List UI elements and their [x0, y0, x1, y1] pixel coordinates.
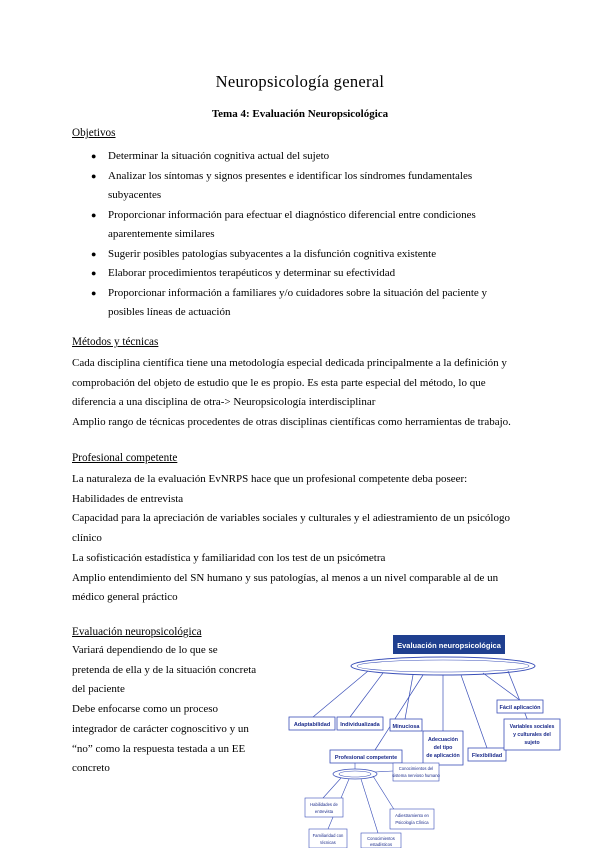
text-line: “no” como la respuesta testada a un EE: [72, 742, 246, 755]
text-line: Amplio entendimiento del SN humano y sus patologías, al menos a un nivel comparable al de un: [72, 571, 499, 584]
section-heading-profesional: Profesional competente: [72, 452, 178, 464]
bullet-icon: ●: [91, 287, 97, 298]
node-adiestramiento: [390, 809, 434, 829]
node-adecuacion-line: del tipo: [433, 745, 453, 751]
node-habilidades-line: entrevista: [314, 809, 334, 814]
text-line: pretenda de ella y de la situación concreta: [72, 663, 257, 676]
node-variables-line: y culturales del: [513, 732, 551, 738]
page-title: Neuropsicología general: [215, 72, 385, 91]
section-heading-metodos: Métodos y técnicas: [72, 336, 159, 348]
node-adecuacion-line: de aplicación: [426, 753, 460, 759]
text-line: concreto: [72, 762, 110, 775]
section-heading-evaluacion: Evaluación neuropsicológica: [72, 626, 202, 638]
text-line: Amplio rango de técnicas procedentes de otras disciplinas científicas como herramientas de trabajo.: [72, 416, 511, 429]
node-conocimientos-sn-line: Conocimientos del: [398, 766, 434, 771]
diagram-connectors: [313, 671, 528, 750]
evaluacion-paragraph: [72, 641, 268, 779]
objetivos-list: [72, 147, 512, 323]
node-adaptabilidad-label: Adaptabilidad: [293, 722, 331, 728]
node-conocimientos-est-line: Conocimientos: [367, 836, 395, 841]
concept-diagram: [283, 633, 573, 848]
text-line: diferencia a una disciplina de otra-> Neuropsicología interdisciplinar: [72, 396, 376, 409]
text-line: Capacidad para la apreciación de variables sociales y culturales y el adiestramiento de un psicólogo: [72, 512, 510, 525]
bullet-icon: ●: [91, 209, 97, 220]
text-line: médico general práctico: [72, 591, 178, 604]
node-minuciosa-label: Minuciosa: [392, 724, 420, 730]
list-item: ● Sugerir posibles patologías subyacentes a la disfunción cognitiva existente: [72, 245, 512, 265]
bullet-icon: ●: [91, 151, 97, 161]
node-conocimientos-sn-line: sistema nervioso humano: [392, 773, 440, 778]
bullet-icon: ●: [91, 170, 97, 181]
node-facil-label: Fácil aplicación: [499, 705, 541, 711]
diagram-ellipse-small: [333, 769, 377, 779]
diagram-ellipse-small-inner: [339, 771, 371, 777]
metodos-paragraph: [72, 354, 532, 433]
node-familiaridad: [309, 829, 347, 848]
text-line: Cada disciplina científica tiene una metodología especial dedicada principalmente a la definición y: [72, 357, 507, 369]
node-individualizada-label: Individualizada: [340, 722, 380, 728]
text-line: clínico: [72, 532, 102, 545]
text-line: del paciente: [72, 683, 125, 696]
node-conocimientos-est-line: estadísticos: [369, 842, 393, 847]
node-flexibilidad-label: Flexibilidad: [471, 753, 503, 759]
node-familiaridad-line: técnicas: [320, 840, 336, 845]
bullet-icon: ●: [91, 248, 97, 259]
list-item: ● Determinar la situación cognitiva actual del sujeto: [72, 147, 512, 167]
list-item: ● Proporcionar información para efectuar el diagnóstico diferencial entre condiciones aparentemente similares: [72, 206, 512, 245]
text-line: integrador de carácter cognoscitivo y un: [72, 722, 249, 735]
node-variables-line: Variables sociales: [509, 724, 555, 730]
text-line: La sofisticación estadística y familiaridad con los test de un psicómetra: [72, 551, 386, 564]
page-subtitle: Tema 4: Evaluación Neuropsicológica: [211, 108, 389, 120]
text-line: comprobación del objeto de estudio que le es propio. Es esta parte especial del método, lo que: [72, 376, 486, 389]
text-line: Habilidades de entrevista: [72, 492, 184, 505]
text-line: La naturaleza de la evaluación EvNRPS hace que un profesional competente deba poseer:: [72, 473, 468, 485]
diagram-ellipse-inner: [357, 660, 529, 672]
bullet-icon: ●: [91, 268, 97, 278]
node-adecuacion-line: Adecuación: [427, 737, 459, 743]
profesional-paragraph: [72, 470, 532, 608]
node-variables-line: sujeto: [524, 740, 540, 746]
node-adiestramiento-line: Adiestramiento en: [395, 813, 429, 818]
text-line: Debe enfocarse como un proceso: [72, 703, 218, 716]
section-heading-objetivos: Objetivos: [72, 127, 116, 139]
node-adiestramiento-line: Psicología Clínica: [395, 820, 429, 825]
node-habilidades: [305, 798, 343, 817]
list-item: ● Elaborar procedimientos terapéuticos y determinar su efectividad: [72, 264, 512, 284]
node-habilidades-line: Habilidades de: [310, 802, 338, 807]
list-item: ● Analizar los síntomas y signos presentes e identificar los síndromes fundamentales subyacentes: [72, 167, 512, 206]
diagram-header-text: Evaluación neuropsicológica: [397, 641, 501, 650]
text-line: Variará dependiendo de lo que se: [72, 644, 218, 656]
node-profesional-label: Profesional competente: [334, 755, 398, 761]
list-item: ● Proporcionar información a familiares y/o cuidadores sobre la situación del paciente y posibles líneas de actuación: [72, 284, 512, 323]
node-familiaridad-line: Familiaridad con: [312, 833, 344, 838]
